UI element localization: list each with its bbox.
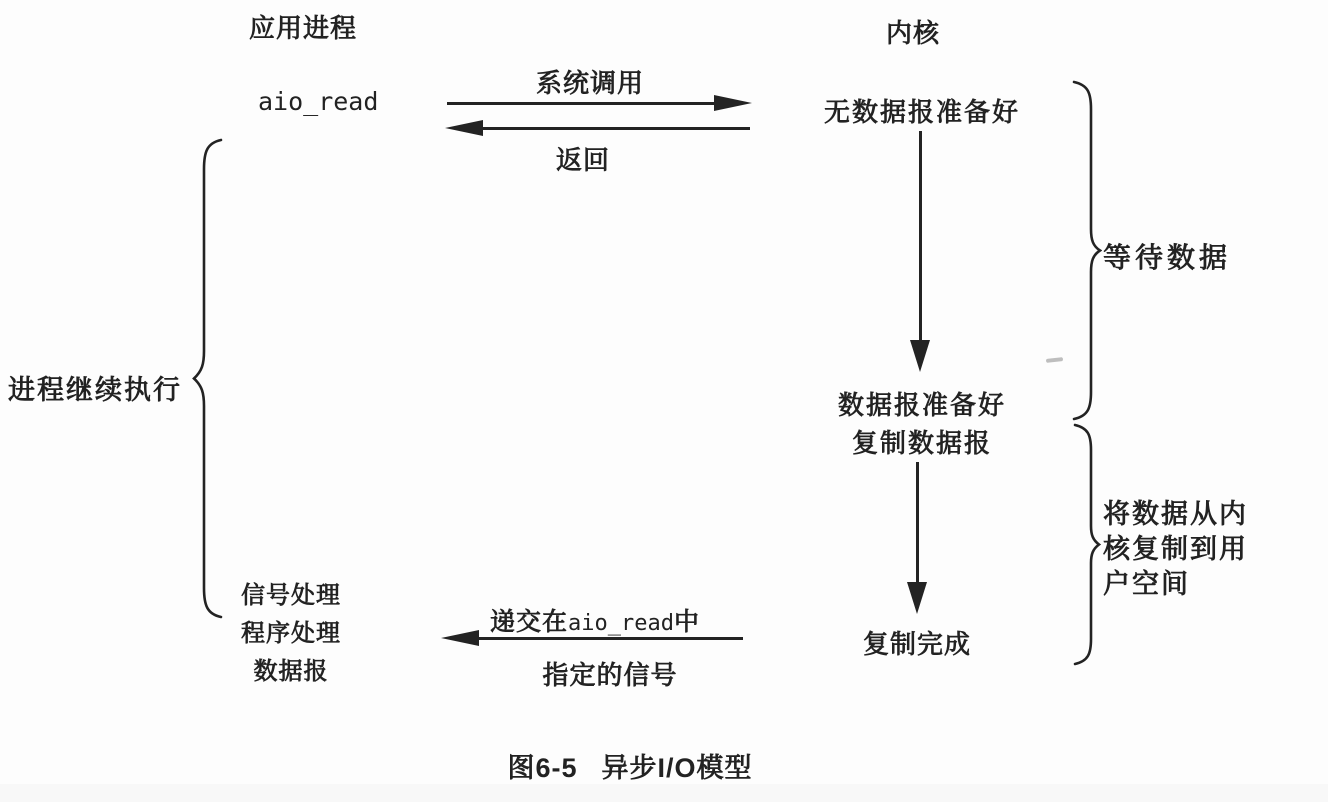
system-call-arrow-label: 系统调用 [535, 68, 644, 98]
arrow-head-down [907, 582, 927, 614]
signal-handler-line: 信号处理 [241, 582, 341, 609]
kernel-state-line: 数据报准备好 [837, 390, 1006, 420]
return-arrow [447, 120, 750, 136]
copy-data-label [1103, 497, 1273, 602]
page-bottom-strip [0, 784, 1328, 802]
scan-artifact-dash [1046, 357, 1063, 363]
deliver-signal-label-line2: 指定的信号 [542, 660, 678, 690]
figure-caption-title: 异步I/O模型 [601, 753, 753, 783]
kernel-state-copy-complete: 复制完成 [862, 629, 971, 659]
copy-data-label-line: 户空间 [1103, 569, 1190, 599]
right-brace-wait-data [1070, 79, 1102, 422]
arrow-shaft [477, 127, 750, 130]
arrow-shaft [916, 462, 919, 588]
system-call-arrow [447, 95, 750, 111]
figure-caption [430, 746, 830, 785]
aio-read-call-label: aio_read [258, 87, 379, 116]
copy-data-label-line: 核复制到用 [1103, 534, 1248, 564]
right-brace-copy-data [1071, 422, 1101, 667]
signal-handler-label [231, 577, 351, 691]
kernel-copy-arrow [907, 462, 927, 614]
signal-handler-line: 数据报 [253, 658, 329, 685]
left-brace-process-continues [191, 137, 225, 620]
arrow-shaft [473, 637, 743, 640]
kernel-state-datagram-ready [822, 386, 1022, 462]
arrow-shaft [447, 102, 720, 105]
wait-for-data-label: 等待数据 [1103, 242, 1232, 273]
deliver-signal-suffix: 中 [673, 608, 700, 636]
column-header-application-process: 应用进程 [248, 13, 357, 43]
signal-handler-line: 程序处理 [241, 620, 341, 647]
deliver-signal-prefix: 递交在 [490, 608, 569, 636]
arrow-head-down [910, 340, 930, 372]
deliver-signal-code: aio_read [568, 611, 674, 636]
deliver-signal-arrow [443, 630, 743, 646]
figure-caption-number: 图6-5 [507, 753, 578, 783]
kernel-state-no-datagram: 无数据报准备好 [823, 97, 1020, 127]
column-header-kernel: 内核 [885, 18, 940, 48]
copy-data-label-line: 将数据从内 [1103, 499, 1248, 529]
kernel-wait-arrow [910, 131, 930, 372]
arrow-head-right [714, 95, 752, 111]
arrow-shaft [919, 131, 922, 346]
process-continues-label: 进程继续执行 [8, 375, 182, 405]
return-arrow-label: 返回 [555, 145, 610, 175]
kernel-state-line: 复制数据报 [851, 428, 992, 458]
